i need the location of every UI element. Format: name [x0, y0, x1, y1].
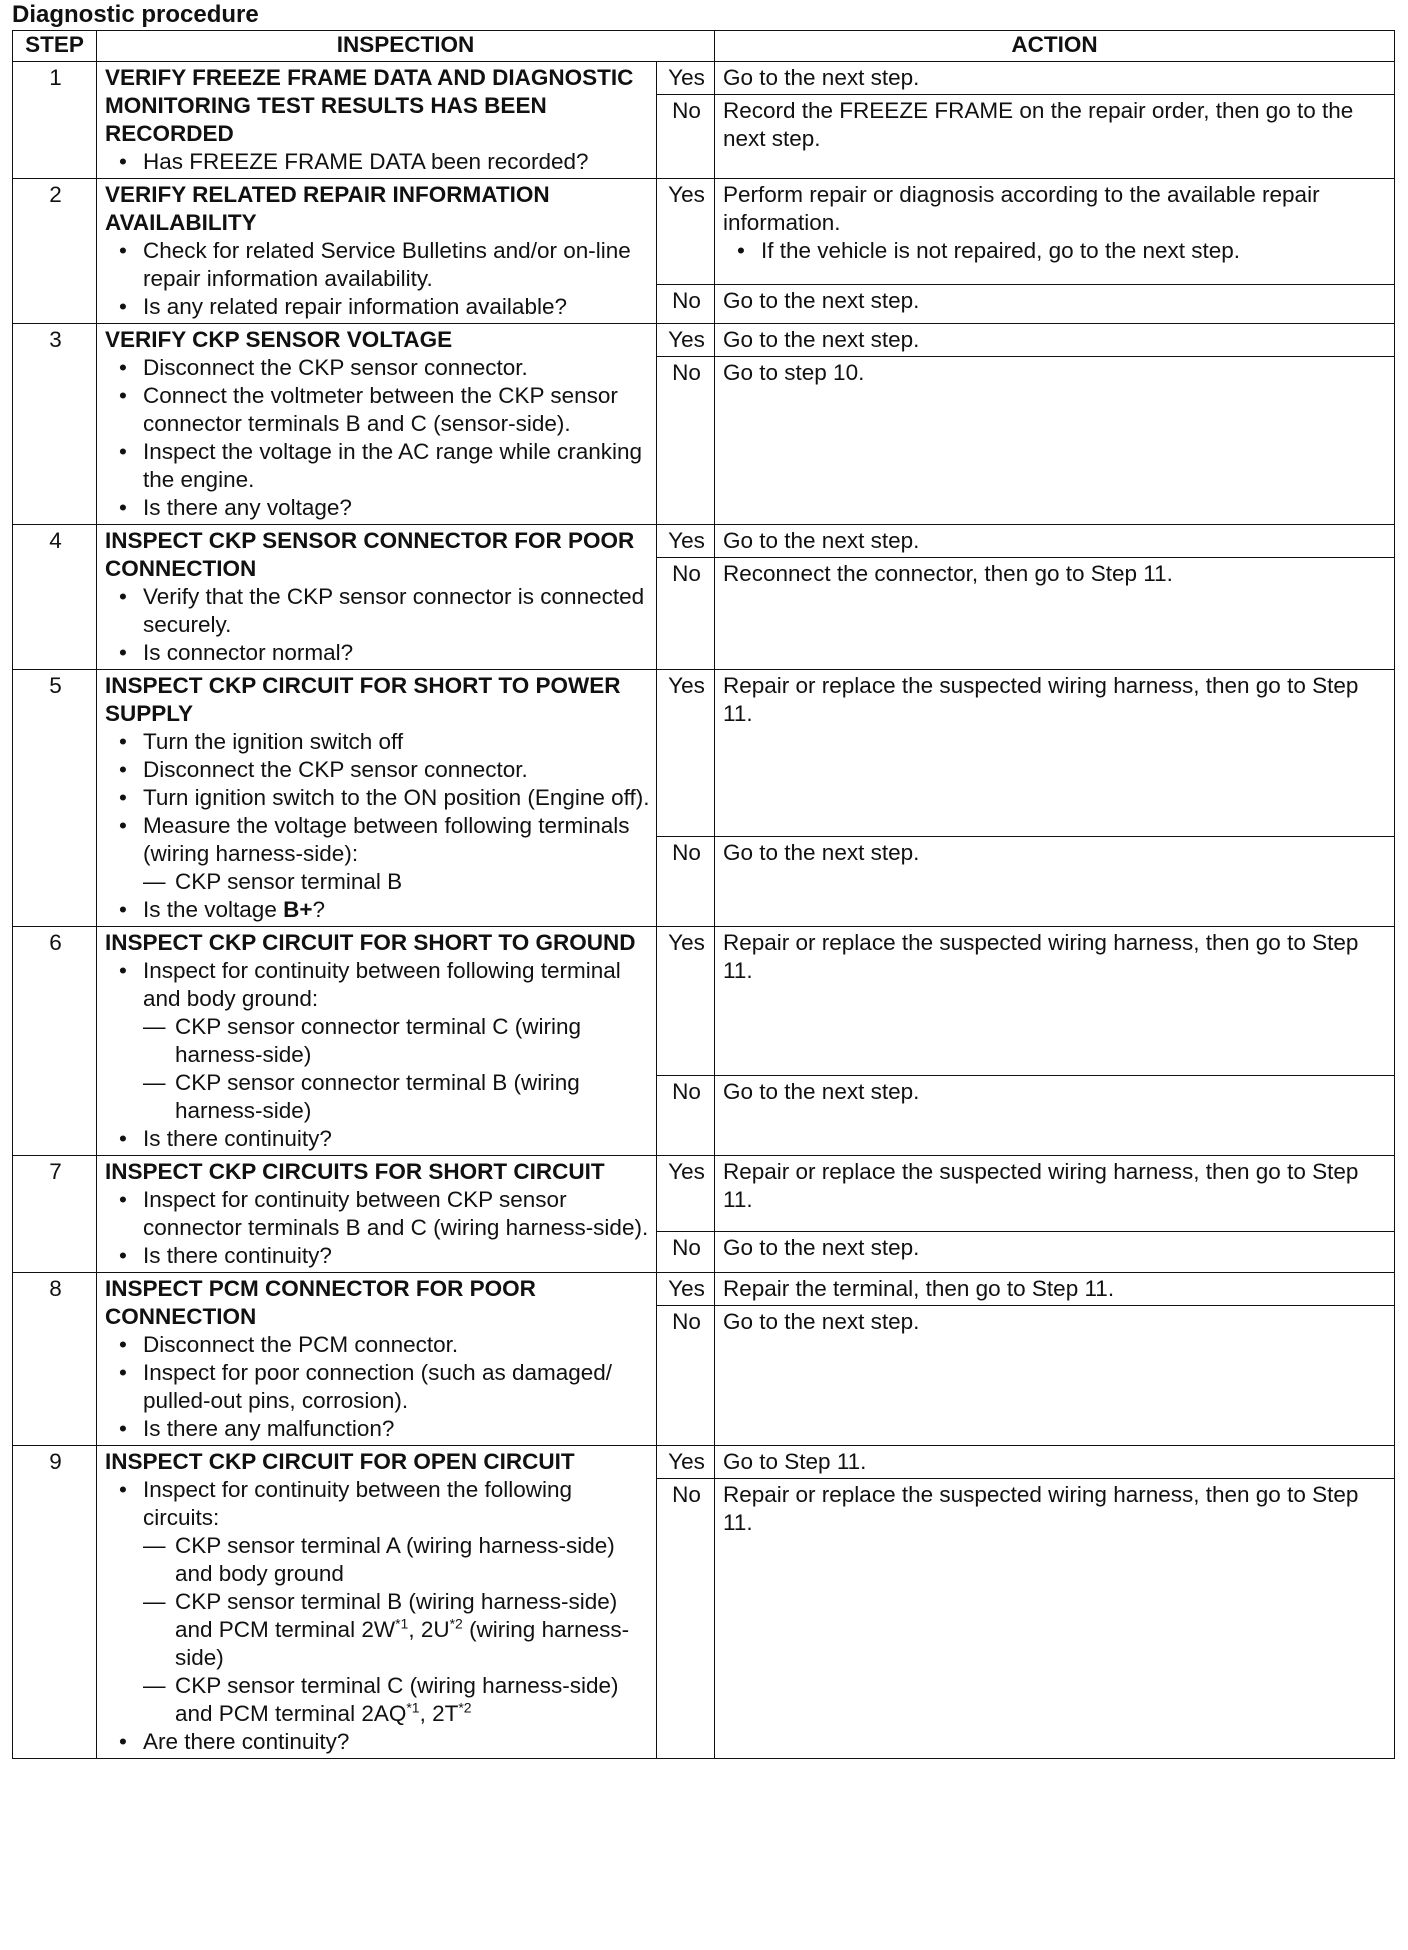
step-number: 1	[13, 62, 97, 179]
action-text: Perform repair or diagnosis according to the available repair information.	[723, 182, 1320, 235]
dash-item: — CKP sensor terminal A (wiring harness-side) and body ground	[143, 1532, 650, 1588]
list-item: • Is connector normal?	[115, 639, 650, 667]
list-item	[115, 957, 650, 1125]
footnote-mark: *1	[395, 1615, 409, 1632]
answer-yes: Yes	[657, 62, 715, 95]
answer-no: No	[657, 357, 715, 525]
page-title: Diagnostic procedure	[12, 1, 259, 28]
dash-item: — CKP sensor terminal B	[143, 868, 650, 896]
inspection-list	[105, 1186, 650, 1270]
answer-no: No	[657, 1075, 715, 1155]
answer-no: No	[657, 836, 715, 926]
inspection-title: VERIFY FREEZE FRAME DATA AND DIAGNOSTIC MONITORING TEST RESULTS HAS BEEN RECORDED	[105, 65, 634, 146]
answer-yes: Yes	[657, 927, 715, 1076]
inspection-list	[105, 583, 650, 667]
inspection-list	[105, 728, 650, 924]
dash-item: — CKP sensor connector terminal C (wiring harness-side)	[143, 1013, 650, 1069]
header-action: ACTION	[715, 31, 1395, 62]
footnote-mark: *2	[449, 1615, 463, 1632]
step-number: 9	[13, 1446, 97, 1759]
inspection-cell	[97, 1273, 657, 1446]
list-item: • Inspect for poor connection (such as damaged/ pulled-out pins, corrosion).	[115, 1359, 650, 1415]
table-row	[13, 1156, 1395, 1232]
action-yes: Repair or replace the suspected wiring harness, then go to Step 11.	[715, 1156, 1395, 1232]
answer-no: No	[657, 1231, 715, 1272]
answer-no: No	[657, 1479, 715, 1759]
list-item	[115, 812, 650, 896]
list-item-text: Inspect for continuity between the following circuits:	[143, 1477, 573, 1530]
table-row	[13, 62, 1395, 95]
inspection-cell	[97, 525, 657, 670]
list-item: • Disconnect the CKP sensor connector.	[115, 354, 650, 382]
inspection-cell	[97, 179, 657, 324]
step-number: 6	[13, 927, 97, 1156]
list-item: • Are there continuity?	[115, 1728, 650, 1756]
inspection-title: INSPECT CKP CIRCUIT FOR SHORT TO GROUND	[105, 930, 636, 955]
action-no: Go to step 10.	[715, 357, 1395, 525]
list-item-text: Measure the voltage between following terminals (wiring harness-side):	[143, 813, 630, 866]
step-number: 5	[13, 670, 97, 927]
diagnostic-table	[12, 30, 1395, 1759]
answer-no: No	[657, 284, 715, 323]
action-yes: Repair or replace the suspected wiring harness, then go to Step 11.	[715, 927, 1395, 1076]
final-bold: B+	[283, 897, 313, 922]
footnote-mark: *1	[406, 1699, 420, 1716]
header-step: STEP	[13, 31, 97, 62]
table-row	[13, 324, 1395, 357]
inspection-title: INSPECT PCM CONNECTOR FOR POOR CONNECTION	[105, 1276, 536, 1329]
list-item: • Is any related repair information available?	[115, 293, 650, 321]
inspection-list	[105, 1476, 650, 1756]
inspection-title: VERIFY CKP SENSOR VOLTAGE	[105, 327, 453, 352]
inspection-title: INSPECT CKP CIRCUITS FOR SHORT CIRCUIT	[105, 1159, 605, 1184]
answer-yes: Yes	[657, 1156, 715, 1232]
inspection-cell	[97, 1156, 657, 1273]
inspection-title: VERIFY RELATED REPAIR INFORMATION AVAILABILITY	[105, 182, 550, 235]
action-yes: Go to Step 11.	[715, 1446, 1395, 1479]
inspection-title: INSPECT CKP SENSOR CONNECTOR FOR POOR CONNECTION	[105, 528, 635, 581]
answer-yes: Yes	[657, 1446, 715, 1479]
action-no: Go to the next step.	[715, 1075, 1395, 1155]
action-no: Go to the next step.	[715, 284, 1395, 323]
answer-no: No	[657, 1306, 715, 1446]
header-inspection: INSPECTION	[97, 31, 715, 62]
document-page	[12, 0, 1394, 1759]
list-item	[115, 1476, 650, 1728]
action-no: Go to the next step.	[715, 836, 1395, 926]
list-item-text: Inspect for continuity between following terminal and body ground:	[143, 958, 621, 1011]
final-prefix: Is the voltage	[143, 897, 284, 922]
table-row	[13, 525, 1395, 558]
action-yes: Go to the next step.	[715, 62, 1395, 95]
action-yes: Repair or replace the suspected wiring harness, then go to Step 11.	[715, 670, 1395, 837]
list-item: • Inspect for continuity between CKP sensor connector terminals B and C (wiring harness-side).	[115, 1186, 650, 1242]
table-row	[13, 670, 1395, 837]
dash-item	[143, 1588, 650, 1672]
list-item: • Is there any malfunction?	[115, 1415, 650, 1443]
list-item: • Is there continuity?	[115, 1242, 650, 1270]
footnote-mark: *2	[458, 1699, 472, 1716]
action-no: Record the FREEZE FRAME on the repair order, then go to the next step.	[715, 95, 1395, 179]
dash-text: , 2U	[408, 1617, 450, 1642]
inspection-cell	[97, 927, 657, 1156]
inspection-cell	[97, 62, 657, 179]
inspection-cell	[97, 670, 657, 927]
answer-no: No	[657, 558, 715, 670]
step-number: 8	[13, 1273, 97, 1446]
inspection-list	[105, 354, 650, 522]
list-item: • Inspect the voltage in the AC range while cranking the engine.	[115, 438, 650, 494]
answer-yes: Yes	[657, 1273, 715, 1306]
inspection-cell	[97, 324, 657, 525]
answer-no: No	[657, 95, 715, 179]
dash-text: CKP sensor terminal B (wiring harness-side) and PCM terminal 2W	[175, 1589, 618, 1642]
list-item: • Is there any voltage?	[115, 494, 650, 522]
list-item: • Connect the voltmeter between the CKP sensor connector terminals B and C (sensor-side).	[115, 382, 650, 438]
action-yes: Repair the terminal, then go to Step 11.	[715, 1273, 1395, 1306]
header-row	[13, 31, 1395, 62]
list-item	[115, 896, 650, 924]
inspection-list	[105, 148, 650, 176]
table-row	[13, 179, 1395, 285]
list-item: • If the vehicle is not repaired, go to the next step.	[733, 237, 1388, 265]
inspection-list	[105, 957, 650, 1153]
step-number: 3	[13, 324, 97, 525]
action-yes	[715, 179, 1395, 285]
dash-item: — CKP sensor connector terminal B (wiring harness-side)	[143, 1069, 650, 1125]
table-row	[13, 927, 1395, 1076]
inspection-title: INSPECT CKP CIRCUIT FOR OPEN CIRCUIT	[105, 1449, 575, 1474]
action-yes: Go to the next step.	[715, 324, 1395, 357]
action-no: Repair or replace the suspected wiring harness, then go to Step 11.	[715, 1479, 1395, 1759]
list-item: • Turn the ignition switch off	[115, 728, 650, 756]
step-number: 2	[13, 179, 97, 324]
dash-text: CKP sensor terminal C (wiring harness-side) and PCM terminal 2AQ	[175, 1673, 619, 1726]
action-no: Go to the next step.	[715, 1231, 1395, 1272]
list-item: • Verify that the CKP sensor connector is connected securely.	[115, 583, 650, 639]
dash-item	[143, 1672, 650, 1728]
table-row	[13, 1273, 1395, 1306]
list-item: • Disconnect the PCM connector.	[115, 1331, 650, 1359]
action-sub-list	[723, 237, 1388, 265]
action-yes: Go to the next step.	[715, 525, 1395, 558]
list-item: • Check for related Service Bulletins and/or on-line repair information availability.	[115, 237, 650, 293]
list-item: • Has FREEZE FRAME DATA been recorded?	[115, 148, 650, 176]
answer-yes: Yes	[657, 525, 715, 558]
action-no: Reconnect the connector, then go to Step 11.	[715, 558, 1395, 670]
inspection-cell	[97, 1446, 657, 1759]
list-item: • Turn ignition switch to the ON position (Engine off).	[115, 784, 650, 812]
step-number: 4	[13, 525, 97, 670]
action-no: Go to the next step.	[715, 1306, 1395, 1446]
dash-text: , 2T	[419, 1701, 459, 1726]
list-item: • Is there continuity?	[115, 1125, 650, 1153]
step-number: 7	[13, 1156, 97, 1273]
list-item: • Disconnect the CKP sensor connector.	[115, 756, 650, 784]
dash-text: (wiring harness-side)	[175, 1617, 630, 1670]
answer-yes: Yes	[657, 324, 715, 357]
table-row	[13, 1446, 1395, 1479]
inspection-list	[105, 1331, 650, 1443]
answer-yes: Yes	[657, 670, 715, 837]
inspection-list	[105, 237, 650, 321]
final-suffix: ?	[312, 897, 325, 922]
inspection-title: INSPECT CKP CIRCUIT FOR SHORT TO POWER SUPPLY	[105, 673, 621, 726]
answer-yes: Yes	[657, 179, 715, 285]
